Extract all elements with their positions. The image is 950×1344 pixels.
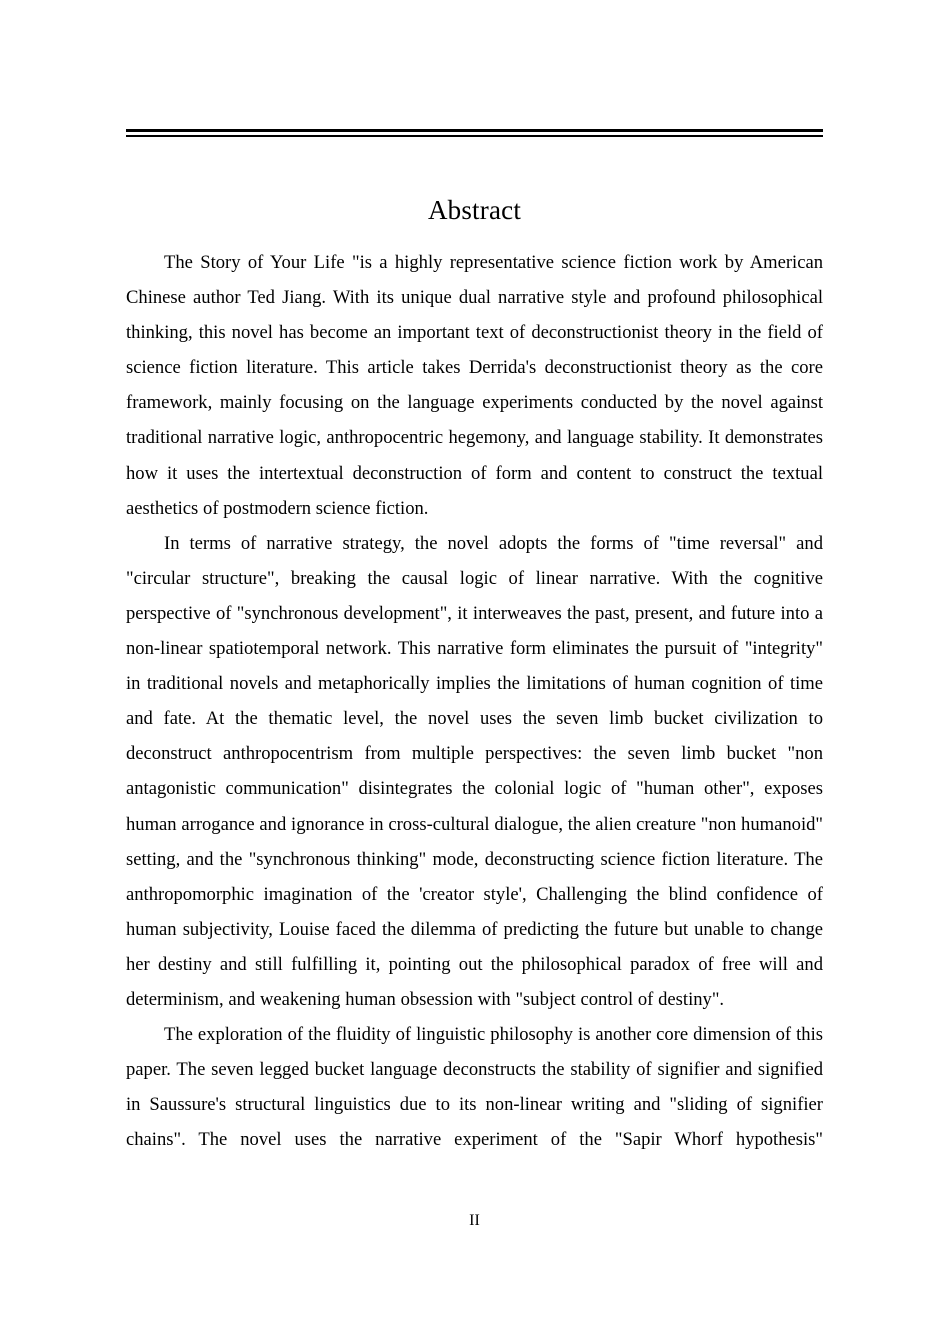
- header-double-rule: [126, 129, 823, 141]
- paragraph-3: The exploration of the fluidity of linguistic philosophy is another core dimension of this paper. The seven legged bucket language deconstructs the stability of signifier and signified in Saussure's structural linguistics due to its non-linear writing and "sliding of signifier chains". The novel uses the narrative experiment of the "Sapir Whorf hypothesis": [126, 1024, 823, 1151]
- page-number: II: [469, 1212, 480, 1229]
- abstract-body: [126, 245, 823, 1157]
- header-rule-thin-line: [126, 135, 823, 137]
- header-rule-thick-line: [126, 129, 823, 132]
- paragraph-1: The Story of Your Life "is a highly representative science fiction work by American Chinese author Ted Jiang. With its unique dual narrative style and profound philosophical thinking, this novel has become an important text of deconstructionist theory in the field of science fiction literature. This article takes Derrida's deconstructionist theory as the core framework, mainly focusing on the language experiments conducted by the novel against traditional narrative logic, anthropocentric hegemony, and language stability. It demonstrates how it uses the intertextual deconstruction of form and content to construct the textual aesthetics of postmodern science fiction.: [126, 252, 823, 519]
- paragraph-2: In terms of narrative strategy, the novel adopts the forms of "time reversal" and "circular structure", breaking the causal logic of linear narrative. With the cognitive perspective of "synchronous development", it interweaves the past, present, and future into a non-linear spatiotemporal network. This narrative form eliminates the pursuit of "integrity" in traditional novels and metaphorically implies the limitations of human cognition of time and fate. At the thematic level, the novel uses the seven limb bucket civilization to deconstruct anthropocentrism from multiple perspectives: the seven limb bucket "non antagonistic communication" disintegrates the colonial logic of "human other", exposes human arrogance and ignorance in cross-cultural dialogue, the alien creature "non humanoid" setting, and the "synchronous thinking" mode, deconstructing science fiction literature. The anthropomorphic imagination of the 'creator style', Challenging the blind confidence of human subjectivity, Louise faced the dilemma of predicting the future but unable to change her destiny and still fulfilling it, pointing out the philosophical paradox of free will and determinism, and weakening human obsession with "subject control of destiny".: [126, 532, 823, 1010]
- page-title: Abstract: [427, 195, 522, 226]
